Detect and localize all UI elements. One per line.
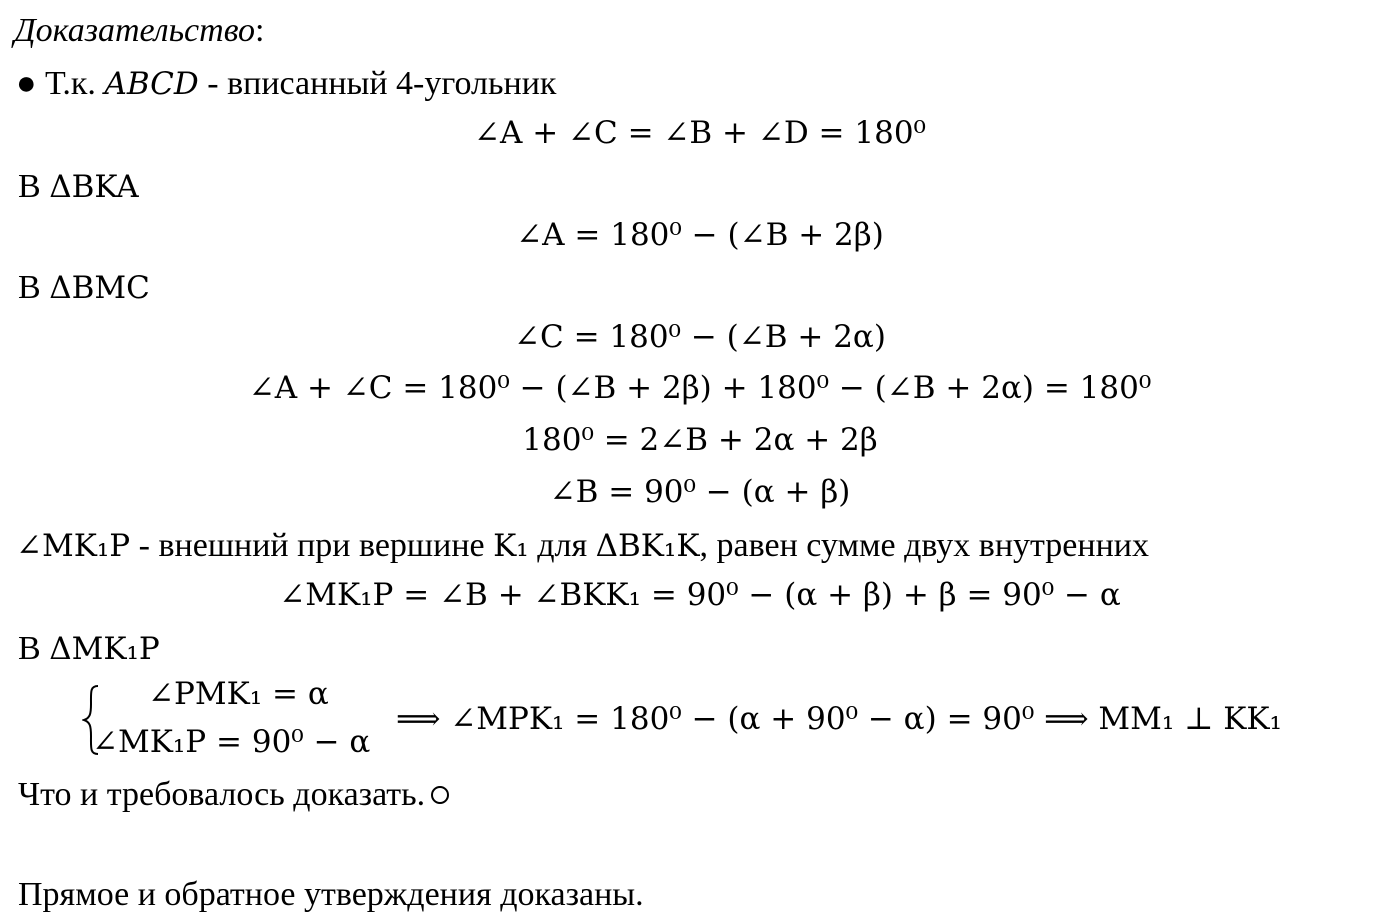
triangle-mk1p-prefix: В [18,630,41,667]
external-angle-symbol: ∠MK₁P [16,528,131,564]
external-angle-text2: для [537,527,588,564]
external-angle-text1: - внешний при вершине [138,527,485,564]
equation-simplified: 180⁰ = 2∠B + 2α + 2β [522,422,878,458]
intro-prefix: Т.к. [45,65,96,102]
triangle-bka-name: ΔBKA [49,169,139,205]
qed-circle-icon [431,786,449,804]
conclusion-line: Прямое и обратное утверждения доказаны. [18,876,644,913]
equation-angle-b: ∠B = 90⁰ − (α + β) [549,474,851,510]
system-implication: ⟹ ∠MPK₁ = 180⁰ − (α + 90⁰ − α) = 90⁰ ⟹ MM₁ ⊥ KK₁ [396,701,1282,737]
proof-header-word: Доказательство [14,12,256,49]
external-angle-line [16,529,1149,563]
external-angle-vertex: K₁ [493,528,529,564]
equation-sum-substituted: ∠A + ∠C = 180⁰ − (∠B + 2β) + 180⁰ − (∠B + 2α) = 180⁰ [248,370,1152,406]
equation-external-angle: ∠MK₁P = ∠B + ∠BKK₁ = 90⁰ − (α + β) + β = 90⁰ − α [279,577,1121,613]
proof-header-colon: : [255,12,265,49]
triangle-bmc-prefix: В [18,269,41,306]
external-angle-triangle: ΔBK₁K [595,528,700,564]
bullet-glyph: ● [16,65,37,102]
proof-header [14,14,264,48]
triangle-bka-prefix: В [18,168,41,205]
external-angle-text3: , равен сумме двух внутренних [699,527,1149,564]
triangle-bmc-name: ΔBMC [49,270,150,306]
intro-line [16,67,556,101]
equation-angle-c: ∠C = 180⁰ − (∠B + 2α) [514,319,886,355]
qed-line [18,778,449,812]
triangle-mk1p-heading [18,632,160,666]
system-line-1: ∠PMK₁ = α [148,676,329,712]
equation-angle-sum: ∠A + ∠C = ∠B + ∠D = 180⁰ [474,115,926,151]
system-line-2: ∠MK₁P = 90⁰ − α [92,724,371,760]
triangle-bka-heading [18,170,139,204]
qed-text: Что и требовалось доказать. [18,776,426,813]
quadrilateral-name: ABCD [104,66,199,102]
triangle-mk1p-name: ΔMK₁P [49,631,160,667]
triangle-bmc-heading [18,271,150,305]
equation-angle-a: ∠A = 180⁰ − (∠B + 2β) [516,217,884,253]
intro-suffix: - вписанный 4-угольник [207,65,557,102]
